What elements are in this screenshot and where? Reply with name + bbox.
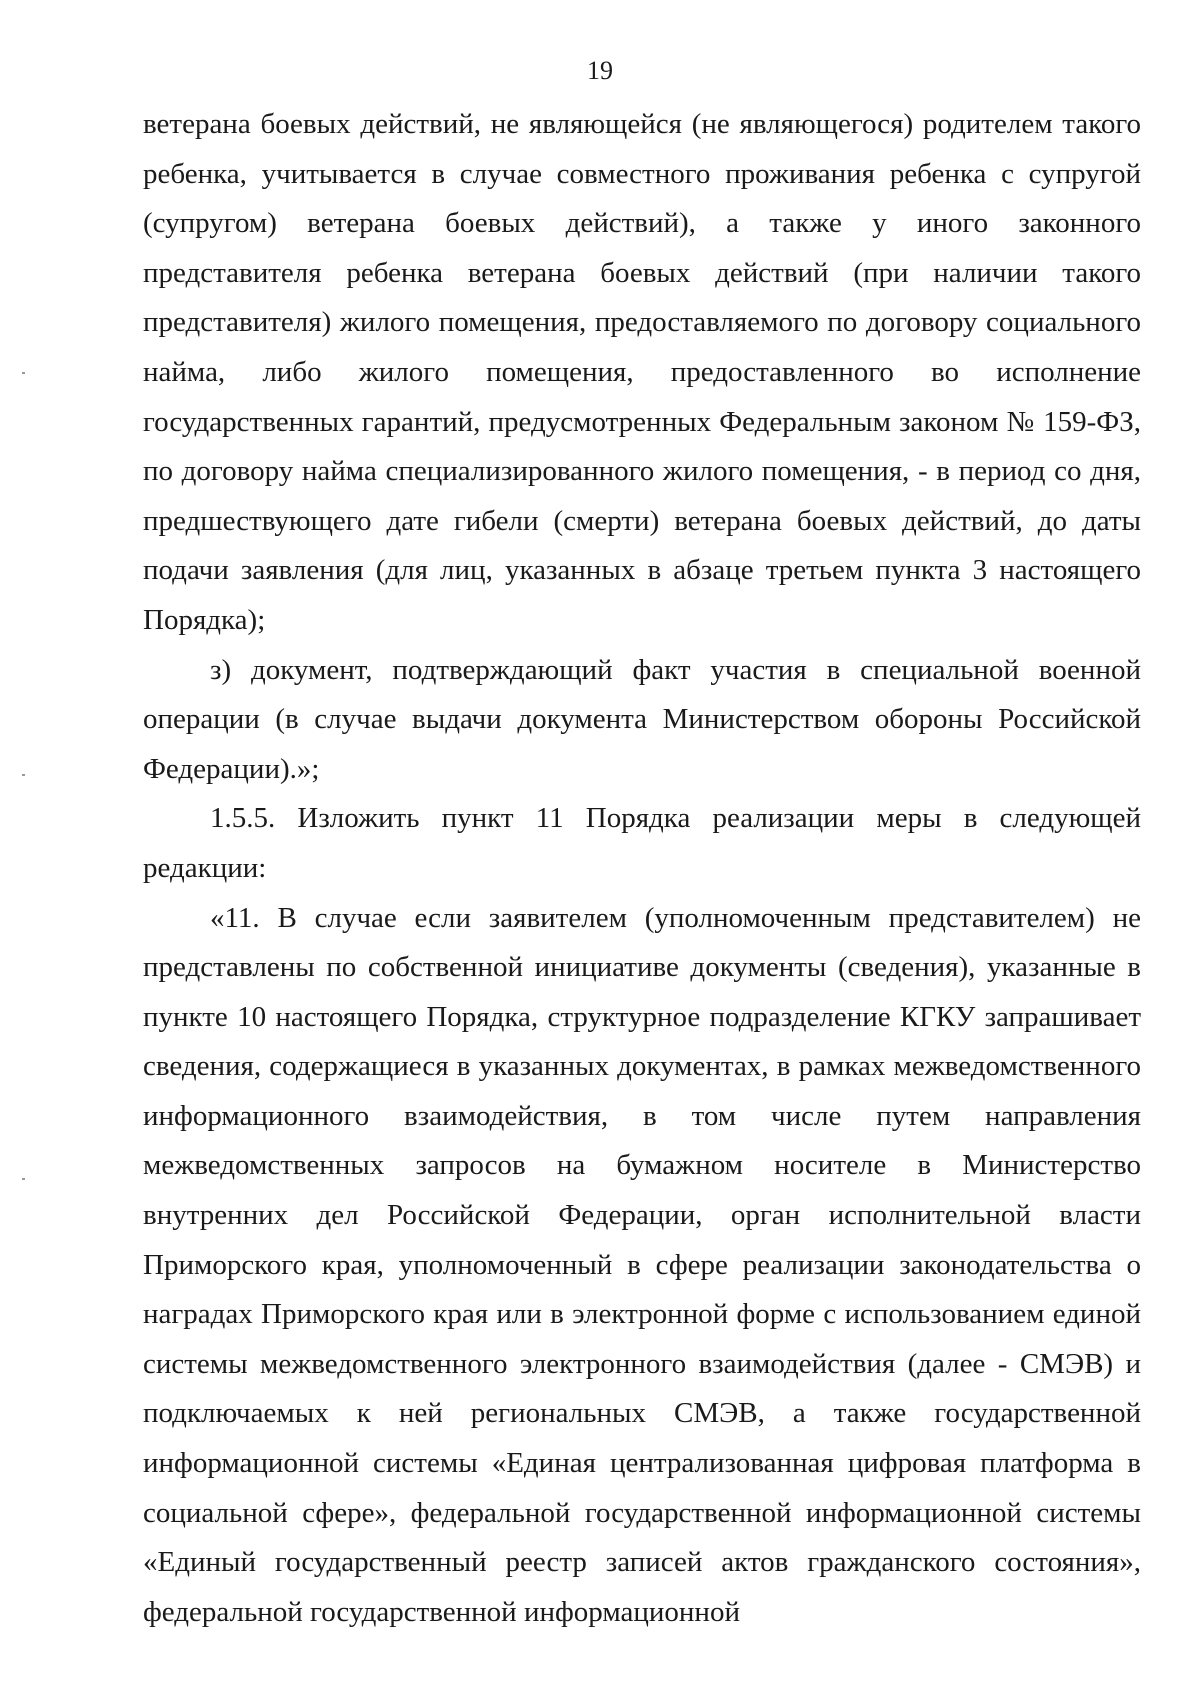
paragraph-item-z: з) документ, подтверждающий факт участия в специальной военной операции (в случае выдачи документа Министерством обороны Российской Федерации).»; xyxy=(143,653,1141,785)
margin-scan-mark xyxy=(22,1178,25,1180)
paragraph-1-5-5: 1.5.5. Изложить пункт 11 Порядка реализации меры в следующей редакции: xyxy=(143,802,1141,884)
document-body xyxy=(143,100,1141,1637)
margin-scan-mark xyxy=(22,774,25,776)
paragraph-item-11: «11. В случае если заявителем (уполномоченным представителем) не представлены по собственной инициативе документы (сведения), указанные в пункте 10 настоящего Порядка, структурное подразделение КГКУ запрашивает сведения, содержащиеся в указанных документах, в рамках межведомственного информационного взаимодействия, в том числе путем направления межведомственных запросов на бумажном носителе в Министерство внутренних дел Российской Федерации, орган исполнительной власти Приморского края, уполномоченный в сфере реализации законодательства о наградах Приморского края или в электронной форме с использованием единой системы межведомственного электронного взаимодействия (далее - СМЭВ) и подключаемых к ней региональных СМЭВ, а также государственной информационной системы «Единая централизованная цифровая платформа в социальной сфере», федеральной государственной информационной системы «Единый государственный реестр записей актов гражданского состояния», федеральной государственной информационной xyxy=(143,901,1141,1628)
page-number: 19 xyxy=(587,56,613,85)
paragraph-continuation: ветерана боевых действий, не являющейся (не являющегося) родителем такого ребенка, учитывается в случае совместного проживания ребенка с супругой (супругом) ветерана боевых действий), а также у иного законного представителя ребенка ветерана боевых действий (при наличии такого представителя) жилого помещения, предоставляемого по договору социального найма, либо жилого помещения, предоставленного во исполнение государственных гарантий, предусмотренных Федеральным законом № 159-ФЗ, по договору найма специализированного жилого помещения, - в период со дня, предшествующего дате гибели (смерти) ветерана боевых действий, до даты подачи заявления (для лиц, указанных в абзаце третьем пункта 3 настоящего Порядка); xyxy=(143,108,1141,636)
margin-scan-mark xyxy=(22,372,25,374)
